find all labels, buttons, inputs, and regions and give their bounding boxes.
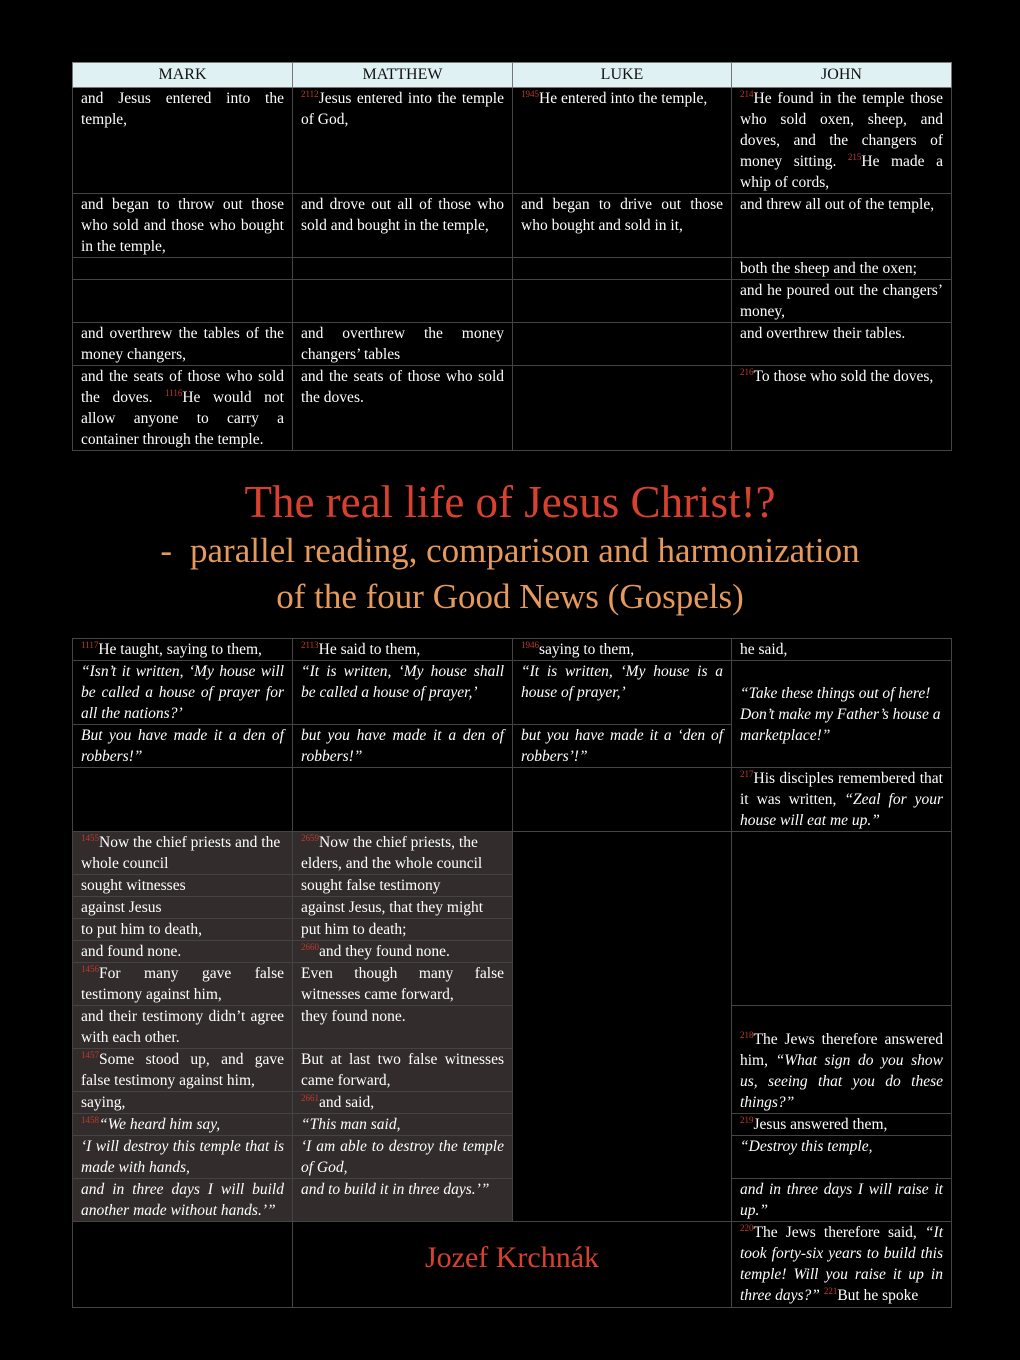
verse-text: saying, [81, 1094, 126, 1111]
verse-text: Now the chief priests, the elders, and the whole council [301, 834, 483, 872]
cell-matthew [293, 258, 513, 280]
cell-matthew [293, 1049, 513, 1092]
cell-mark [73, 1006, 293, 1049]
cell-john [732, 1136, 952, 1179]
verse-text: He made a whip of cords, [740, 153, 943, 191]
verse-text: “Take these things out of here! Don’t make my Father’s house a marketplace!” [740, 684, 941, 744]
verse-text: saying to them, [539, 641, 635, 658]
verse-text: “What sign do you show us, seeing that you do these things?” [740, 1052, 943, 1111]
verse-text: He found in the temple those who sold oxen, sheep, and doves, and the changers of money sitting. [740, 90, 943, 170]
verse-text: Even though many false witnesses came forward, [301, 965, 504, 1003]
verse-text: but you have made it a ‘den of robbers’!” [521, 727, 723, 765]
cell-mark [73, 661, 293, 725]
cell-matthew [293, 194, 513, 258]
verse-number: 2113 [301, 640, 319, 650]
verse-text: But he spoke [837, 1287, 919, 1304]
verse-text: He taught, saying to them, [98, 641, 262, 658]
verse-text: and in three days I will raise it up.” [740, 1181, 943, 1219]
table-row [73, 661, 952, 725]
verse-text: ‘I am able to destroy the temple of God, [301, 1138, 504, 1176]
verse-text: He said to them, [318, 641, 421, 658]
cell-matthew [293, 639, 513, 661]
verse-number: 2661 [301, 1093, 319, 1103]
verse-number: 1945 [521, 89, 539, 99]
cell-luke [513, 832, 732, 1222]
verse-text: but you have made it a den of robbers!” [301, 727, 504, 765]
verse-number: 220 [740, 1223, 754, 1233]
cell-john [732, 768, 952, 832]
verse-text: He would not allow anyone to carry a container through the temple. [81, 389, 284, 448]
verse-text: “It is written, ‘My house shall be called a house of prayer,’ [301, 663, 504, 701]
verse-text: and began to drive out those who bought and sold in it, [521, 196, 723, 234]
verse-text: and the seats of those who sold the doves. [301, 368, 504, 406]
verse-number: 2660 [301, 942, 319, 952]
verse-text: sought witnesses [81, 877, 186, 894]
verse-text: He entered into the temple, [539, 90, 708, 107]
verse-text: put him to death; [301, 921, 407, 938]
cell-matthew [293, 768, 513, 832]
cell-matthew [293, 1092, 513, 1114]
book-title-block [0, 470, 1020, 630]
table-row [73, 88, 952, 194]
verse-number: 1456 [81, 964, 99, 974]
verse-text: “It is written, ‘My house is a house of prayer,’ [521, 663, 723, 701]
cell-john [732, 194, 952, 258]
cell-john [732, 258, 952, 280]
verse-text: But you have made it a den of robbers!” [81, 727, 284, 765]
subtitle-dash: - [160, 531, 173, 570]
verse-number: 221 [823, 1286, 838, 1296]
cell-matthew [293, 1114, 513, 1136]
cell-matthew [293, 919, 513, 941]
verse-text: and Jesus entered into the temple, [81, 90, 284, 128]
cell-john [732, 366, 952, 451]
verse-text: and they found none. [319, 943, 450, 960]
cell-mark [73, 639, 293, 661]
cell-matthew [293, 725, 513, 768]
verse-text: and began to throw out those who sold and those who bought in the temple, [81, 196, 284, 255]
verse-text: The Jews therefore answered him, [740, 1031, 943, 1069]
cell-mark [73, 280, 293, 323]
verse-text: and found none. [81, 943, 182, 960]
table-row [73, 1006, 952, 1049]
verse-number: 1455 [81, 833, 99, 843]
cell-john [732, 1114, 952, 1136]
verse-text: Some stood up, and gave false testimony against him, [81, 1051, 284, 1089]
cell-matthew [293, 941, 513, 963]
verse-text: and drove out all of those who sold and bought in the temple, [301, 196, 504, 234]
cell-matthew [293, 1136, 513, 1179]
verse-number: 1946 [521, 640, 539, 650]
verse-text: The Jews therefore said, [753, 1224, 925, 1241]
cell-matthew [293, 88, 513, 194]
verse-text: Now the chief priests and the whole council [81, 834, 281, 872]
verse-number: 214 [740, 89, 754, 99]
book-title: The real life of Jesus Christ!? [244, 477, 776, 527]
cell-matthew [293, 280, 513, 323]
cell-mark [73, 366, 293, 451]
verse-text: he said, [740, 641, 788, 658]
table-row [73, 258, 952, 280]
verse-text: and overthrew the tables of the money changers, [81, 325, 284, 363]
verse-text: against Jesus, that they might [301, 899, 484, 916]
cell-mark [73, 897, 293, 919]
cell-mark [73, 725, 293, 768]
table-row [73, 768, 952, 832]
verse-text: ‘I will destroy this temple that is made with hands, [81, 1138, 284, 1176]
cell-luke [513, 768, 732, 832]
table-row [73, 280, 952, 323]
verse-text: Jesus entered into the temple of God, [301, 90, 504, 128]
cell-luke [513, 88, 732, 194]
table-row [73, 194, 952, 258]
cell-mark [73, 194, 293, 258]
verse-text: To those who sold the doves, [753, 368, 934, 385]
verse-number: 2112 [301, 89, 319, 99]
header-mark: MARK [73, 63, 293, 88]
header-matthew: MATTHEW [293, 63, 513, 88]
verse-text: to put him to death, [81, 921, 202, 938]
verse-text: against Jesus [81, 899, 162, 916]
verse-text: and overthrew their tables. [740, 325, 906, 342]
cell-luke [513, 280, 732, 323]
bottom-parallel-table [72, 638, 952, 1308]
table-row [73, 1179, 952, 1222]
cell-mark [73, 1114, 293, 1136]
cell-john [732, 661, 952, 768]
cell-john [732, 1222, 952, 1308]
cell-luke [513, 323, 732, 366]
verse-text: and their testimony didn’t agree with each other. [81, 1008, 284, 1046]
cell-mark [73, 768, 293, 832]
verse-text: “This man said, [301, 1116, 401, 1133]
cell-john [732, 1179, 952, 1222]
verse-number: 1457 [81, 1050, 99, 1060]
header-luke: LUKE [513, 63, 732, 88]
cell-luke [513, 258, 732, 280]
cell-matthew [293, 1179, 513, 1222]
verse-number: 215 [847, 152, 862, 162]
cell-matthew [293, 875, 513, 897]
verse-text: they found none. [301, 1008, 406, 1025]
cell-matthew [293, 323, 513, 366]
cell-john [732, 88, 952, 194]
verse-number: 1116 [165, 388, 183, 398]
verse-text: and he poured out the changers’ money, [740, 282, 943, 320]
cell-mark [73, 1092, 293, 1114]
cell-matthew [293, 366, 513, 451]
book-subtitle [0, 528, 1020, 620]
cell-mark [73, 258, 293, 280]
cell-luke [513, 725, 732, 768]
cell-mark [73, 919, 293, 941]
verse-text: “Isn’t it written, ‘My house will be called a house of prayer for all the nations?’ [81, 663, 284, 722]
verse-text: and threw all out of the temple, [740, 196, 935, 213]
cell-mark [73, 1222, 293, 1308]
subtitle-line-2: of the four Good News (Gospels) [276, 577, 744, 616]
verse-text: “It took forty-six years to build this temple! Will you raise it up in three days?” [740, 1224, 943, 1304]
verse-text: Jesus answered them, [753, 1116, 888, 1133]
cell-mark [73, 88, 293, 194]
table-row [73, 832, 952, 875]
cell-matthew [293, 897, 513, 919]
header-john: JOHN [732, 63, 952, 88]
cell-matthew [293, 832, 513, 875]
cell-mark [73, 1136, 293, 1179]
cell-john [732, 832, 952, 1006]
verse-text: sought false testimony [301, 877, 441, 894]
cell-john [732, 639, 952, 661]
verse-text: His disciples remembered that it was written, [740, 770, 943, 808]
verse-text: and said, [319, 1094, 375, 1111]
verse-text: But at last two false witnesses came forward, [301, 1051, 504, 1089]
table-row [73, 1136, 952, 1179]
cell-john [732, 280, 952, 323]
verse-text: both the sheep and the oxen; [740, 260, 917, 277]
cell-mark [73, 323, 293, 366]
cell-mark [73, 941, 293, 963]
table-row [73, 1114, 952, 1136]
top-parallel-table [72, 62, 952, 451]
cell-mark [73, 875, 293, 897]
verse-text: and in three days I will build another made without hands.’” [81, 1181, 284, 1219]
cell-mark [73, 1049, 293, 1092]
table-row [73, 639, 952, 661]
verse-text: For many gave false testimony against him, [81, 965, 284, 1003]
author-name: Jozef Krchnák [424, 1241, 600, 1274]
cell-mark [73, 963, 293, 1006]
cell-luke [513, 366, 732, 451]
table-row [73, 366, 952, 451]
verse-text: and overthrew the money changers’ tables [301, 325, 504, 363]
cell-matthew [293, 963, 513, 1006]
verse-number: 219 [740, 1115, 754, 1125]
cell-mark [73, 1179, 293, 1222]
verse-number: 216 [740, 367, 754, 377]
cell-luke [513, 661, 732, 725]
cell-mark [73, 832, 293, 875]
verse-number: 218 [740, 1030, 754, 1040]
cell-luke [513, 639, 732, 661]
verse-number: 217 [740, 769, 754, 779]
verse-text: and the seats of those who sold the doves. [81, 368, 284, 406]
verse-text: “Zeal for your house will eat me up.” [740, 791, 943, 829]
table-row [73, 323, 952, 366]
verse-text: and to build it in three days.’” [301, 1181, 490, 1198]
cell-matthew [293, 1006, 513, 1049]
verse-text: “Destroy this temple, [740, 1138, 873, 1155]
verse-text: “We heard him say, [99, 1116, 221, 1133]
cell-john [732, 323, 952, 366]
cell-matthew [293, 661, 513, 725]
verse-number: 2659 [301, 833, 319, 843]
verse-number: 1458 [81, 1115, 99, 1125]
cell-john [732, 1006, 952, 1114]
subtitle-line-1: parallel reading, comparison and harmonization [190, 531, 860, 570]
verse-number: 1117 [81, 640, 99, 650]
cell-luke [513, 194, 732, 258]
